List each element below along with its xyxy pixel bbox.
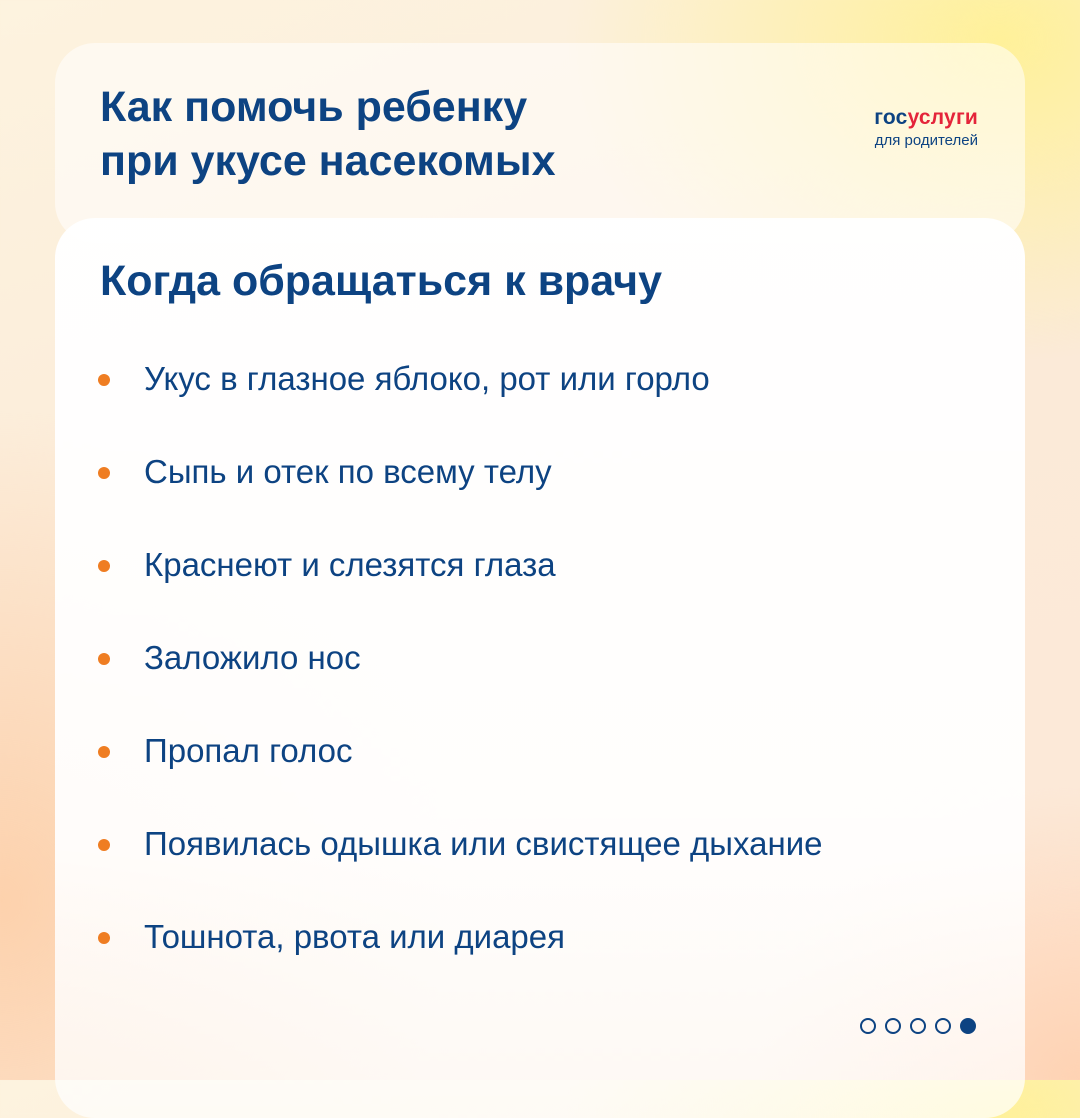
page-dot[interactable] (910, 1018, 926, 1034)
list-item (98, 446, 823, 539)
symptom-list (98, 353, 823, 1004)
logo-gos: гос (874, 106, 908, 129)
list-item-text: Заложило нос (144, 639, 361, 676)
page-dot[interactable] (960, 1018, 976, 1034)
pagination-dots (860, 1018, 976, 1034)
page-dot[interactable] (885, 1018, 901, 1034)
list-item-text: Укус в глазное яблоко, рот или горло (144, 360, 710, 397)
section-title: Когда обращаться к врачу (100, 257, 663, 305)
list-item (98, 539, 823, 632)
bullet-icon (98, 653, 110, 665)
bullet-icon (98, 560, 110, 572)
list-item (98, 632, 823, 725)
list-item-text: Краснеют и слезятся глаза (144, 546, 556, 583)
logo-subtitle: для родителей (874, 132, 978, 149)
list-item (98, 911, 823, 1004)
bullet-icon (98, 746, 110, 758)
page-dot[interactable] (860, 1018, 876, 1034)
logo-uslugi: услуги (907, 106, 978, 129)
page-title: Как помочь ребенку при укусе насекомых (100, 83, 556, 185)
list-item-text: Тошнота, рвота или диарея (144, 918, 566, 955)
list-item (98, 353, 823, 446)
bullet-icon (98, 374, 110, 386)
list-item-text: Пропал голос (144, 732, 353, 769)
list-item-text: Появилась одышка или свистящее дыхание (144, 825, 823, 862)
gosuslugi-logo (874, 106, 978, 151)
list-item (98, 725, 823, 818)
bullet-icon (98, 467, 110, 479)
list-item-text: Сыпь и отек по всему телу (144, 453, 552, 490)
list-item (98, 818, 823, 911)
page-dot[interactable] (935, 1018, 951, 1034)
bullet-icon (98, 839, 110, 851)
bullet-icon (98, 932, 110, 944)
logo-wordmark (874, 106, 978, 130)
